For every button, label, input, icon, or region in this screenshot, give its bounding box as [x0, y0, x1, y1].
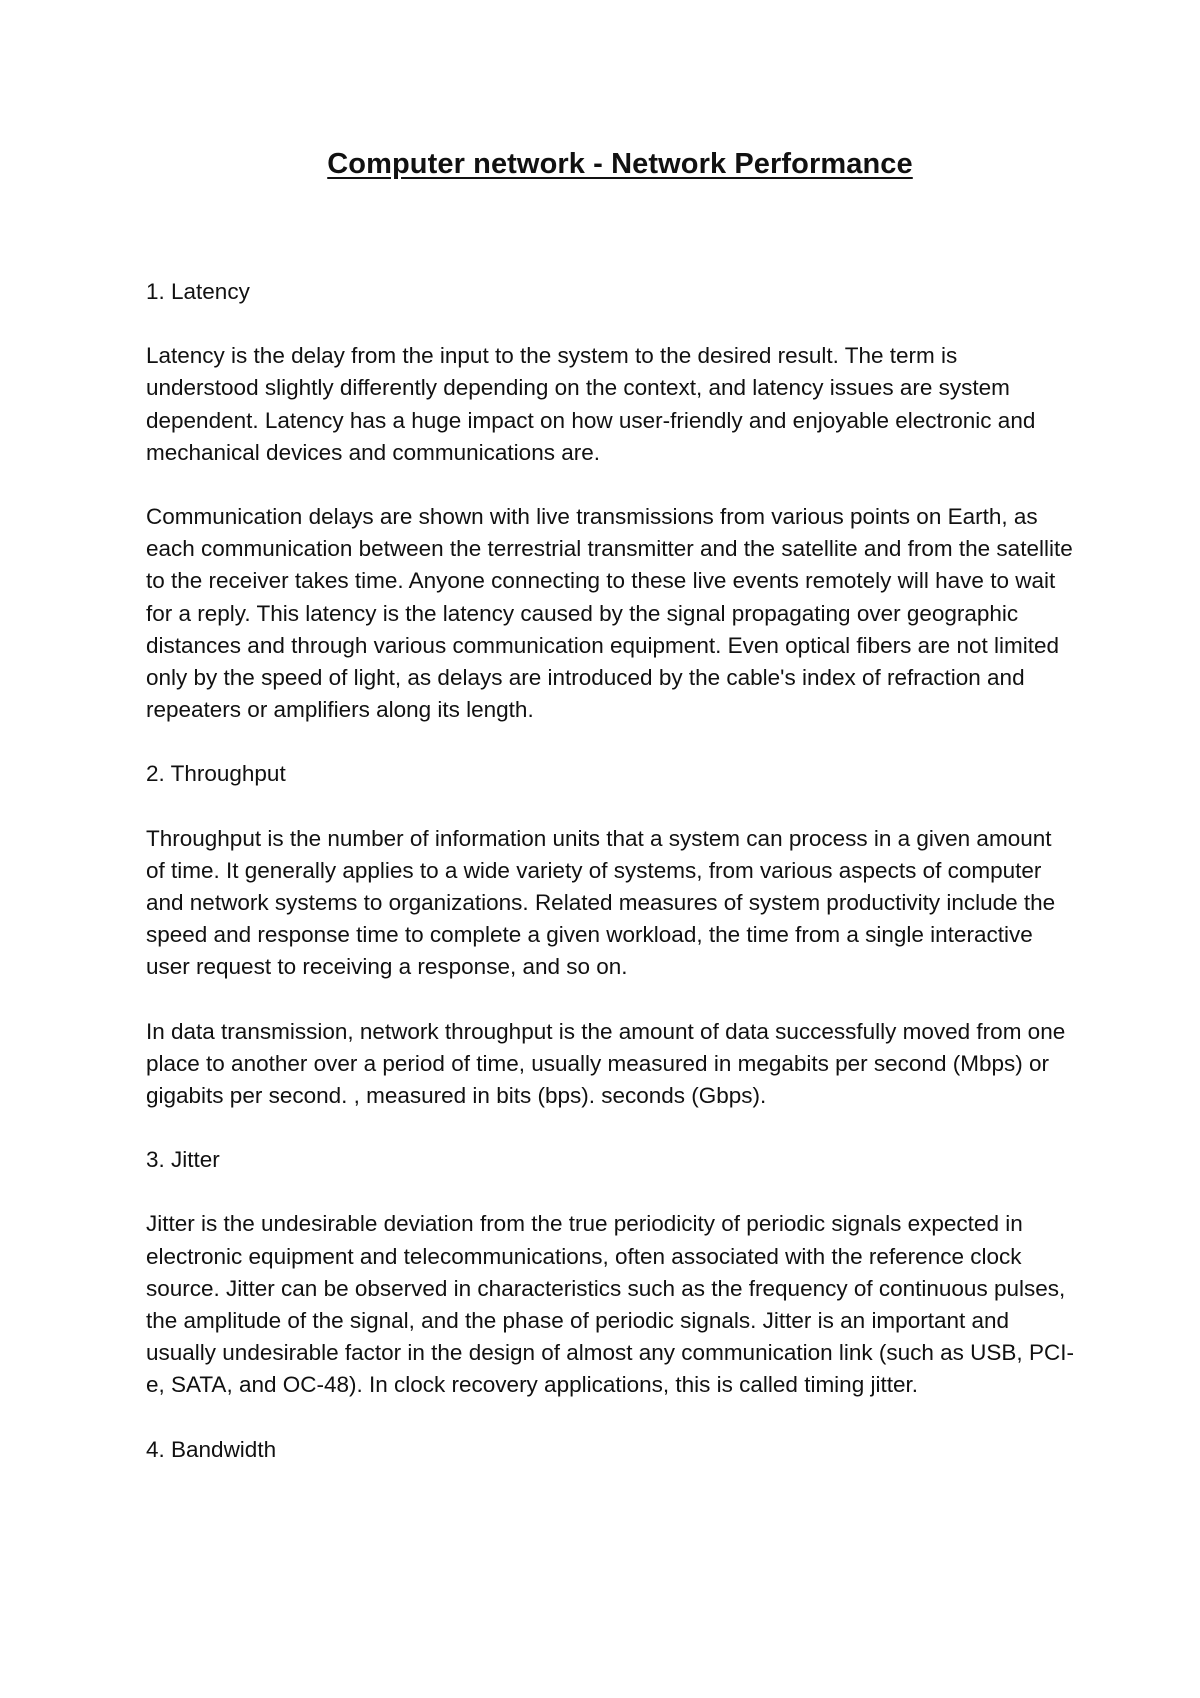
- section-heading-bandwidth: 4. Bandwidth: [146, 1436, 277, 1462]
- section-heading-latency: 1. Latency: [146, 279, 250, 304]
- document-body: [146, 276, 1076, 1498]
- throughput-paragraph-2: In data transmission, network throughput is the amount of data successfully moved from one place to another over a period of time, usually measured in megabits per second (Mbps) or gigabits per second. , measured in bits (bps). seconds (Gbps).: [146, 1018, 1066, 1109]
- page-title: Computer network - Network Performance: [327, 148, 913, 180]
- latency-paragraph-2: Communication delays are shown with live transmissions from various points on Earth, as each communication between the terrestrial transmitter and the satellite and from the satellite to the receiver takes time. Anyone connecting to these live events remotely will have to wait for a reply. This latency is the latency caused by the signal propagating over geographic distances and through various communication equipment. Even optical fibers are not limited only by the speed of light, as delays are introduced by the cable's index of refraction and repeaters or amplifiers along its length.: [146, 504, 1073, 723]
- latency-section: [146, 276, 1076, 726]
- throughput-paragraph-1: Throughput is the number of information units that a system can process in a given amount of time. It generally applies to a wide variety of systems, from various aspects of computer and network systems to organizations. Related measures of system productivity include the speed and response time to complete a given workload, the time from a single interactive user request to receiving a response, and so on.: [146, 825, 1056, 980]
- latency-paragraph-1: Latency is the delay from the input to the system to the desired result. The term is understood slightly differently depending on the context, and latency issues are system dependent. Latency has a huge impact on how user-friendly and enjoyable electronic and mechanical devices and communications are.: [146, 343, 1036, 465]
- jitter-paragraph-1: Jitter is the undesirable deviation from the true periodicity of periodic signals expected in electronic equipment and telecommunications, often associated with the reference clock source. Jitter can be observed in characteristics such as the frequency of continuous pulses, the amplitude of the signal, and the phase of periodic signals. Jitter is an important and usually undesirable factor in the design of almost any communication link (such as USB, PCI-e, SATA, and OC-48). In clock recovery applications, this is called timing jitter.: [146, 1211, 1074, 1398]
- throughput-section: [146, 758, 1076, 1112]
- section-heading-jitter: 3. Jitter: [146, 1147, 220, 1173]
- bandwidth-section: [146, 1434, 1076, 1466]
- jitter-section: [146, 1144, 1076, 1401]
- section-heading-throughput: 2. Throughput: [146, 761, 286, 787]
